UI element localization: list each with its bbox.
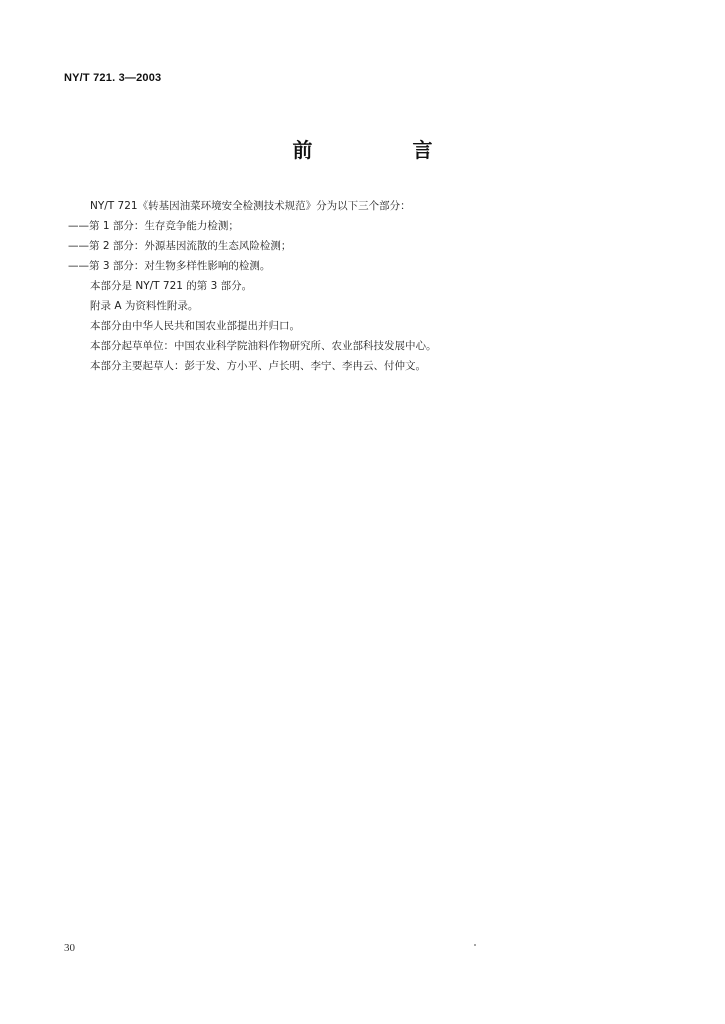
standard-code: NY/T 721. 3—2003 — [64, 72, 162, 84]
paragraph: 附录 A 为资料性附录。 — [90, 300, 199, 312]
list-item: ——第 3 部分：对生物多样性影响的检测。 — [68, 260, 271, 272]
list-item: ——第 1 部分：生存竞争能力检测； — [68, 220, 239, 232]
page-number: 30 — [64, 942, 75, 954]
foreword-body — [68, 196, 668, 376]
paragraph: 本部分是 NY/T 721 的第 3 部分。 — [90, 280, 253, 292]
paragraph: 本部分主要起草人：彭于发、方小平、卢长明、李宁、李冉云、付仲文。 — [90, 360, 426, 372]
paragraph: NY/T 721《转基因油菜环境安全检测技术规范》分为以下三个部分： — [90, 200, 411, 212]
paragraph: 本部分起草单位：中国农业科学院油料作物研究所、农业部科技发展中心。 — [90, 340, 437, 352]
paragraph: 本部分由中华人民共和国农业部提出并归口。 — [90, 320, 300, 332]
list-item: ——第 2 部分：外源基因流散的生态风险检测； — [68, 240, 292, 252]
page-title: 前 言 — [292, 138, 473, 162]
scan-speck — [474, 944, 476, 946]
